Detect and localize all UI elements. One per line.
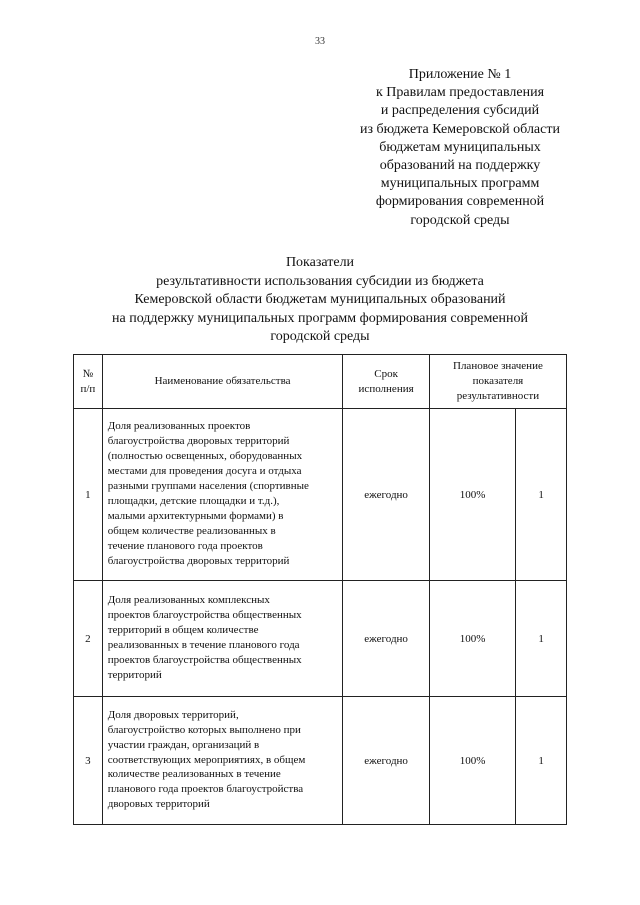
row-name-line: благоустройство которых выполнено при <box>107 723 301 736</box>
header-term-line: исполнения <box>358 382 414 395</box>
row-name-line: малыми архитектурными формами) в <box>107 509 284 522</box>
table-row <box>74 697 567 825</box>
row-coefficient: 1 <box>516 409 567 581</box>
table-row <box>74 409 567 581</box>
header-plan-line: Плановое значение <box>453 360 543 372</box>
table-header-row <box>74 355 567 409</box>
header-name: Наименование обязательства <box>102 355 343 409</box>
row-name-line: площадки, детские площадки и т.д.), <box>107 495 280 507</box>
row-name <box>102 581 343 697</box>
row-name-line: проектов благоустройства общественных <box>107 609 302 622</box>
row-term: ежегодно <box>343 697 430 825</box>
row-plan-value: 100% <box>429 581 515 697</box>
row-name-line: Доля реализованных комплексных <box>107 594 270 607</box>
row-name-line: участии граждан, организаций в <box>107 738 260 751</box>
title-line: результативности использования субсидии из бюджета <box>156 273 484 289</box>
header-plan-line: результативности <box>456 390 540 402</box>
row-name-line: (полностью освещенных, оборудованных <box>107 450 303 463</box>
row-name <box>102 697 343 825</box>
row-name-line: реализованных в течение планового года <box>107 639 300 651</box>
appendix-heading <box>340 66 580 230</box>
appendix-line: Приложение № 1 <box>408 67 512 82</box>
row-name-line: течение планового года проектов <box>107 539 263 552</box>
row-term: ежегодно <box>343 409 430 581</box>
row-name-line: Доля реализованных проектов <box>107 420 251 433</box>
header-number-line: № <box>82 367 94 380</box>
appendix-line: бюджетам муниципальных <box>379 139 541 155</box>
title-line: городской среды <box>270 329 370 344</box>
row-number: 1 <box>74 409 103 581</box>
row-name-line: разными группами населения (спортивные <box>107 480 309 493</box>
row-plan-value: 100% <box>429 409 515 581</box>
row-term: ежегодно <box>343 581 430 697</box>
header-term-line: Срок <box>374 367 398 380</box>
appendix-line: муниципальных программ <box>380 176 540 192</box>
row-name-line: благоустройства дворовых территорий <box>107 554 290 567</box>
document-title <box>60 254 580 347</box>
appendix-line: к Правилам предоставления <box>375 85 545 101</box>
appendix-line: образований на поддержку <box>379 158 541 174</box>
row-name-line: местами для проведения досуга и отдыха <box>107 465 302 478</box>
row-name-line: дворовых территорий <box>107 798 210 811</box>
row-name-line: территорий <box>107 668 162 681</box>
appendix-line: формирования современной <box>375 194 545 210</box>
row-name-line: территорий в общем количестве <box>107 624 259 637</box>
row-number: 2 <box>74 581 103 697</box>
row-plan-value: 100% <box>429 697 515 825</box>
row-name-line: соответствующих мероприятиях, в общем <box>107 753 306 766</box>
header-plan-line: показателя <box>472 375 524 387</box>
row-name-line: Доля дворовых территорий, <box>107 708 239 721</box>
appendix-line: и распределения субсидий <box>380 103 540 119</box>
header-term <box>343 355 430 409</box>
title-line: Кемеровской области бюджетам муниципальных образований <box>134 292 506 307</box>
page-number: 33 <box>315 36 325 47</box>
row-name <box>102 409 343 581</box>
row-number: 3 <box>74 697 103 825</box>
row-name-line: благоустройства дворовых территорий <box>107 435 290 448</box>
title-line: Показатели <box>285 255 355 270</box>
row-name-line: планового года проектов благоустройства <box>107 783 304 796</box>
table-row <box>74 581 567 697</box>
row-name-line: общем количестве реализованных в <box>107 524 276 537</box>
row-name-line: количестве реализованных в течение <box>107 768 281 781</box>
row-name-line: проектов благоустройства общественных <box>107 653 302 666</box>
row-coefficient: 1 <box>516 581 567 697</box>
row-coefficient: 1 <box>516 697 567 825</box>
header-number-line: п/п <box>80 382 96 395</box>
header-plan-value <box>429 355 566 409</box>
title-line: на поддержку муниципальных программ формирования современной <box>112 310 528 326</box>
header-number <box>74 355 103 409</box>
indicators-table <box>73 354 567 825</box>
appendix-line: из бюджета Кемеровской области <box>360 121 560 137</box>
appendix-line: городской среды <box>410 212 510 228</box>
